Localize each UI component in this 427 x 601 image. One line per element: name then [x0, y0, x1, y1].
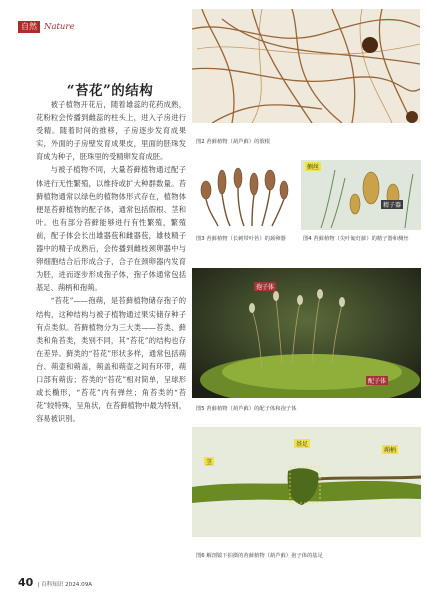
label-antheridium: 精子器 [383, 202, 402, 209]
figure-2-rhizoids-photo [192, 9, 420, 123]
label-stem: 茎 [206, 459, 213, 466]
journal-info: | 百科知识 2024.09A [37, 582, 93, 588]
figure-6-caption: 图6 解剖镜下拍摄的苔藓植物（葫芦藓）孢子体的基足 [196, 553, 323, 559]
page-footer [18, 576, 92, 589]
figure-5-moss-photo [192, 268, 421, 398]
label-foot: 基足 [296, 441, 309, 448]
figure-2-caption: 图2 苔藓植物（葫芦藓）的假根 [196, 139, 270, 145]
section-label-cn: 自然 [18, 21, 40, 33]
label-paraphyses: 侧丝 [307, 164, 320, 171]
section-tag [18, 21, 75, 33]
figure-6-foot-photo [192, 427, 421, 537]
figure-4-antheridium-photo [301, 160, 421, 230]
paragraph-1: 被子植物开花后，随着雄蕊的花药成熟，花粉粒会传播到雌蕊的柱头上，进入子房进行受精。随着时间的推移，子房逐步发育成果实，外面的子房壁发育成果皮，里面的胚珠发育成为种子，胚珠里的受精卵发育成胚。 [36, 100, 186, 162]
label-sporophyte: 孢子体 [256, 284, 275, 291]
figure-3-caption: 图3 苔藓植物（长刺带叶苔）的颈卵器 [196, 236, 286, 242]
paragraph-3: “苔花”——孢蒴，是苔藓植物储存孢子的结构，这种结构与被子植物通过果实储存种子有点类似。苔藓植物分为三大类——苔类、藓类和角苔类，类别不同，其“苔花”的结构也存在差异。藓类的“苔花”形状多样，通常包括蒴台、蒴壶和蒴盖，蒴盖和蒴壶之间有环带，蒴口部有蒴齿；苔类的“苔花”相对简单，呈球形或长椭形，“苔花”内有弹丝；角苔类的“苔花”较特殊，呈角状，在苔藓植物中最为特别，容易被识别。 [36, 296, 186, 424]
label-gametophyte: 配子体 [368, 378, 387, 385]
label-seta: 蒴柄 [384, 447, 397, 454]
page-number: 40 [18, 576, 34, 589]
archegonia-illustration [192, 160, 296, 230]
figure-4-caption: 图4 苔藓植物（尖叶匍灯藓）的精子器和侧丝 [303, 236, 409, 242]
paragraph-2: 与被子植物不同，大量苔藓植物通过配子体进行无性繁殖，以维持或扩大种群数量。苔藓植物通常以绿色的植物体形式存在，植物体便是苔藓植物的配子体，通常包括假根、茎和叶。也有部分苔藓能够进行有性繁殖，繁殖前，配子体会长出雄器苞和雌器苞，雄枝精子器中的精子成熟后，会传播到雌枝颈卵器中与卵细胞结合后形成合子，合子在颈卵器内发育为胚，进而逐步形成孢子体，孢子体通常包括基足、蒴柄和孢蒴。 [36, 165, 186, 293]
section-label-en: Nature [44, 22, 75, 32]
article-body [36, 98, 186, 425]
article-title: “苔花”的结构 [66, 83, 154, 99]
rhizoids-illustration [192, 9, 420, 123]
figure-3-archegonia-photo [192, 160, 296, 230]
figure-5-caption: 图5 苔藓植物（葫芦藓）的配子体和孢子体 [196, 406, 297, 412]
